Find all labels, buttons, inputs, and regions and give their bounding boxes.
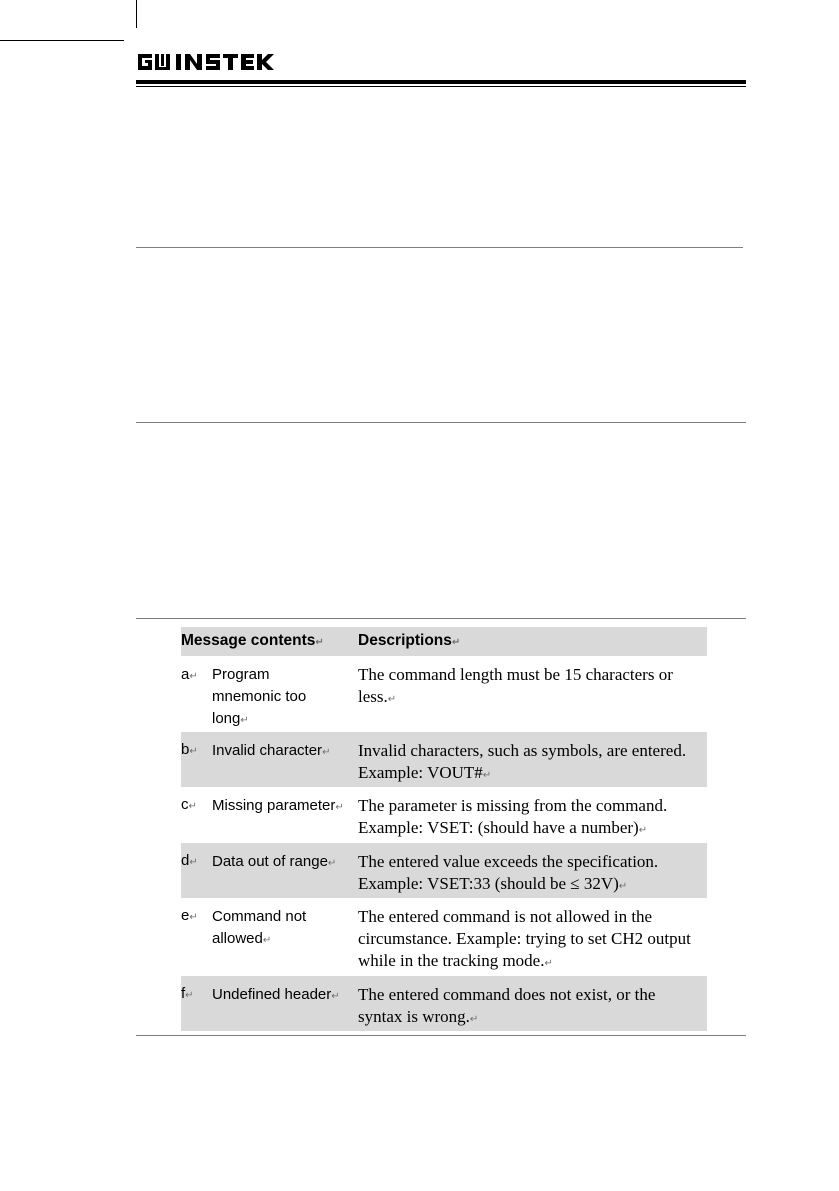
table-header-row xyxy=(181,627,707,656)
row-letter: b↵ xyxy=(181,741,198,758)
message-content: Data out of range↵ xyxy=(212,853,337,870)
message-content: Command not allowed↵ xyxy=(212,908,307,947)
header-rule xyxy=(136,80,746,84)
gwinstek-logo xyxy=(136,50,284,74)
table-row xyxy=(181,898,707,976)
section-divider xyxy=(136,422,746,423)
column-header-descriptions: Descriptions↵ xyxy=(358,632,461,649)
header-rule-thin xyxy=(136,86,746,87)
message-description: The command length must be 15 characters or less.↵ xyxy=(358,665,673,706)
section-divider xyxy=(136,247,743,248)
section-divider xyxy=(136,618,746,619)
message-description: The entered value exceeds the specification. Example: VSET:33 (should be ≤ 32V)↵ xyxy=(358,852,659,893)
table-row xyxy=(181,843,707,898)
row-letter: e↵ xyxy=(181,907,198,924)
error-message-table xyxy=(181,627,707,1031)
row-letter: f↵ xyxy=(181,985,194,1002)
message-content: Undefined header↵ xyxy=(212,986,340,1003)
crop-mark-left-horizontal xyxy=(0,40,124,41)
message-content: Invalid character↵ xyxy=(212,742,331,759)
row-letter: c↵ xyxy=(181,796,197,813)
crop-mark-top-vertical xyxy=(136,0,137,28)
message-description: The parameter is missing from the command. Example: VSET: (should have a number)↵ xyxy=(358,796,668,837)
table-row xyxy=(181,787,707,843)
message-content: Program mnemonic too long↵ xyxy=(212,666,307,727)
row-letter: d↵ xyxy=(181,852,198,869)
message-content: Missing parameter↵ xyxy=(212,797,344,814)
table-bottom-rule xyxy=(136,1035,746,1036)
message-description: The entered command does not exist, or the syntax is wrong.↵ xyxy=(358,985,656,1026)
message-description: Invalid characters, such as symbols, are entered. Example: VOUT#↵ xyxy=(358,741,687,782)
column-header-message-contents: Message contents↵ xyxy=(181,632,324,649)
table-row xyxy=(181,732,707,787)
row-letter: a↵ xyxy=(181,666,198,683)
table-row xyxy=(181,656,707,732)
table-row xyxy=(181,976,707,1031)
message-description: The entered command is not allowed in the circumstance. Example: trying to set CH2 output while in the tracking mode.↵ xyxy=(358,907,691,970)
